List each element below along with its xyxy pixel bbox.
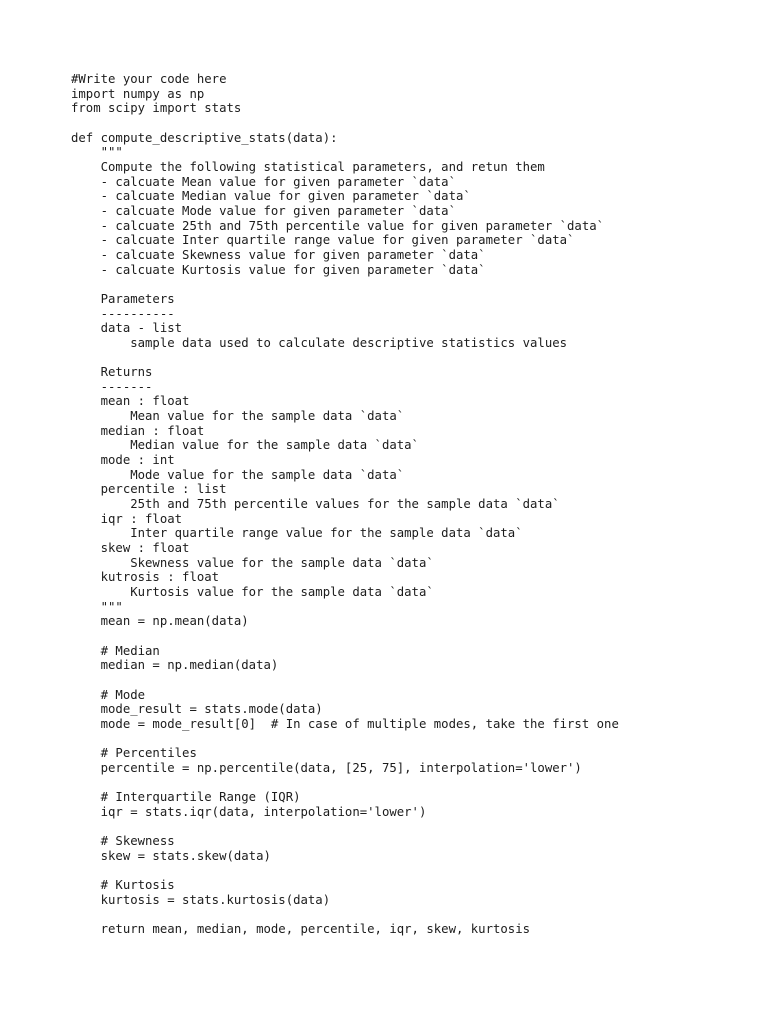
code-line: percentile = np.percentile(data, [25, 75], interpolation='lower')	[71, 760, 582, 775]
code-line: iqr = stats.iqr(data, interpolation='lower')	[71, 804, 427, 819]
code-line	[71, 350, 619, 365]
code-line: Median value for the sample data `data`	[71, 438, 419, 453]
code-line: 25th and 75th percentile values for the sample data `data`	[71, 497, 560, 512]
code-line: - calcuate 25th and 75th percentile value for given parameter `data`	[71, 218, 605, 233]
code-line: ----------	[71, 306, 175, 321]
code-line: mode_result = stats.mode(data)	[71, 702, 323, 717]
code-line: skew : float	[71, 541, 190, 555]
code-line	[71, 863, 619, 878]
code-line: # Skewness	[71, 834, 175, 849]
code-line: kutrosis : float	[71, 570, 220, 585]
code-line: iqr : float	[71, 511, 183, 526]
code-line	[71, 673, 619, 688]
code-line: median = np.median(data)	[71, 658, 279, 673]
code-line: percentile : list	[71, 482, 227, 497]
code-line: Compute the following statistical parameters, and retun them	[71, 159, 545, 174]
code-line: def compute_descriptive_stats(data):	[71, 130, 338, 145]
code-line: kurtosis = stats.kurtosis(data)	[71, 892, 331, 907]
code-line: #Write your code here	[71, 72, 227, 86]
code-line: skew = stats.skew(data)	[71, 848, 271, 863]
code-line: Mean value for the sample data `data`	[71, 409, 405, 424]
code-line: from scipy import stats	[71, 101, 242, 116]
code-line: Returns	[71, 365, 153, 380]
code-line: Mode value for the sample data `data`	[71, 467, 405, 482]
code-line: - calcuate Mean value for given parameter `data`	[71, 174, 456, 189]
code-line: # Percentiles	[71, 746, 197, 761]
code-line: """	[71, 145, 123, 160]
code-line: mode = mode_result[0] # In case of multiple modes, take the first one	[71, 716, 619, 731]
code-line: return mean, median, mode, percentile, iqr, skew, kurtosis	[71, 922, 531, 937]
code-line	[71, 907, 619, 922]
code-line: median : float	[71, 423, 205, 438]
code-line: mean = np.mean(data)	[71, 614, 249, 629]
code-line	[71, 732, 619, 747]
code-line: -------	[71, 379, 153, 394]
code-line: mode : int	[71, 453, 175, 468]
code-line: # Interquartile Range (IQR)	[71, 790, 301, 805]
code-line: - calcuate Skewness value for given parameter `data`	[71, 247, 486, 262]
code-line	[71, 629, 619, 644]
code-line: - calcuate Mode value for given parameter `data`	[71, 203, 456, 218]
code-line: Parameters	[71, 291, 175, 306]
code-line: - calcuate Kurtosis value for given parameter `data`	[71, 262, 486, 277]
code-line: Kurtosis value for the sample data `data`	[71, 584, 434, 599]
code-line: data - list	[71, 321, 183, 336]
code-line: # Kurtosis	[71, 878, 175, 893]
code-line: - calcuate Inter quartile range value for given parameter `data`	[71, 233, 575, 248]
code-block	[71, 72, 619, 937]
code-line: - calcuate Median value for given parameter `data`	[71, 189, 471, 204]
code-line	[71, 819, 619, 834]
code-line: sample data used to calculate descriptive statistics values	[71, 335, 568, 350]
code-line: Inter quartile range value for the sample data `data`	[71, 526, 523, 541]
code-line: mean : float	[71, 394, 190, 409]
code-line	[71, 277, 619, 292]
code-line: import numpy as np	[71, 86, 205, 101]
code-line: """	[71, 599, 123, 614]
code-line: # Mode	[71, 687, 146, 702]
code-line	[71, 776, 619, 791]
code-line: # Median	[71, 643, 160, 658]
code-line	[71, 116, 619, 131]
code-line: Skewness value for the sample data `data`	[71, 555, 434, 570]
